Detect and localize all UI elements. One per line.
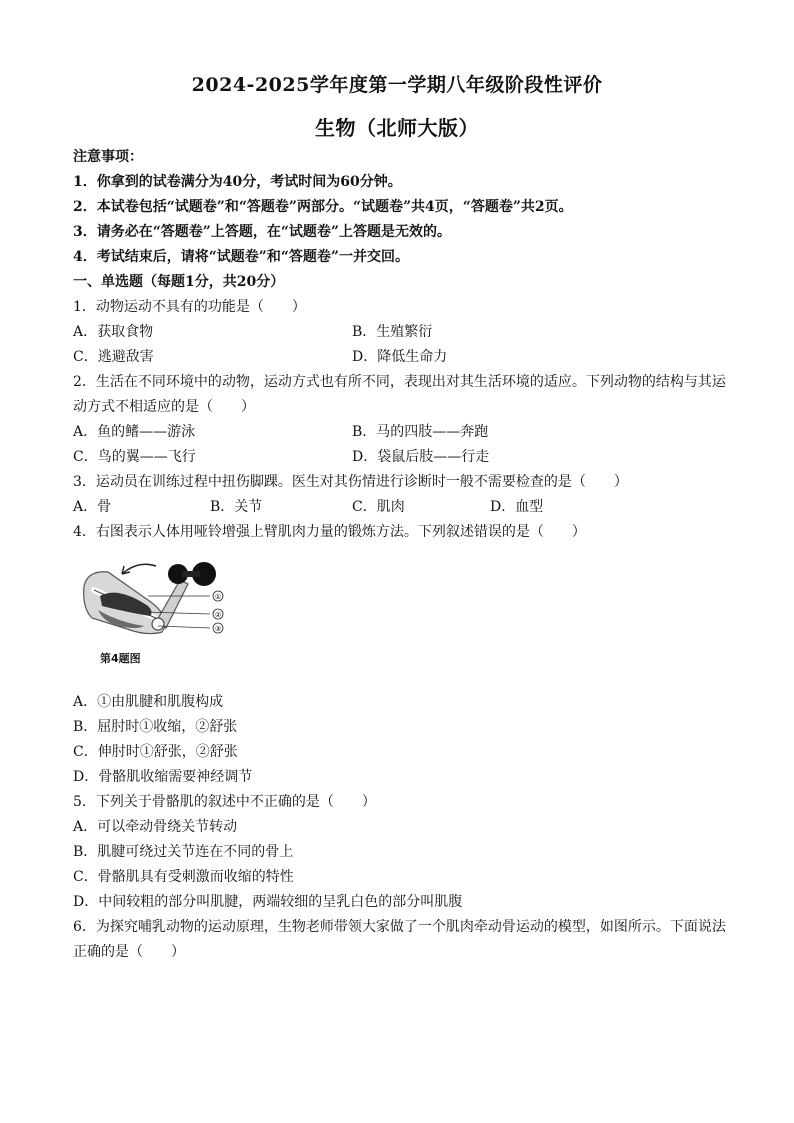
question-stem: 2．生活在不同环境中的动物，运动方式也有所不同，表现出对其生活环境的适应。下列动物的结构与其运 <box>73 374 726 390</box>
note-item: 4．考试结束后，请将“试题卷”和“答题卷”一并交回。 <box>73 249 409 265</box>
option-d: D．血型 <box>490 499 544 515</box>
page-title: 2024-2025学年度第一学期八年级阶段性评价 <box>191 74 603 96</box>
note-item: 1．你拿到的试卷满分为40分，考试时间为60分钟。 <box>73 174 402 190</box>
question-stem: 4．右图表示人体用哑铃增强上臂肌肉力量的锻炼方法。下列叙述错误的是（ ） <box>73 524 586 540</box>
option-b: B．肌腱可绕过关节连在不同的骨上 <box>73 844 294 860</box>
option-a: A．可以牵动骨绕关节转动 <box>73 819 238 835</box>
option-d: D．袋鼠后肢——行走 <box>352 449 490 465</box>
option-a: A．①由肌腱和肌腹构成 <box>73 694 224 710</box>
figure-label-2: ② <box>214 611 222 619</box>
option-b: B．屈肘时①收缩，②舒张 <box>73 719 238 735</box>
option-b: B．马的四肢——奔跑 <box>352 424 489 440</box>
question-stem: 6．为探究哺乳动物的运动原理，生物老师带领大家做了一个肌肉牵动骨运动的模型，如图所示。下面说法 <box>73 919 726 935</box>
option-b: B．生殖繁衍 <box>352 324 433 340</box>
option-b: B．关节 <box>210 499 263 515</box>
question-stem: 3．运动员在训练过程中扭伤脚踝。医生对其伤情进行诊断时一般不需要检查的是（ ） <box>73 474 628 490</box>
option-c: C．肌肉 <box>352 499 405 515</box>
page-subtitle: 生物（北师大版） <box>315 116 479 140</box>
question-stem-cont: 动方式不相适应的是（ ） <box>73 399 255 415</box>
notes-heading: 注意事项： <box>73 149 143 165</box>
option-c: C．骨骼肌具有受刺激而收缩的特性 <box>73 869 294 885</box>
note-item: 3．请务必在“答题卷”上答题，在“试题卷”上答题是无效的。 <box>73 224 451 240</box>
figure-label-1: ① <box>214 593 222 601</box>
option-c: C．伸肘时①舒张，②舒张 <box>73 744 238 760</box>
question-stem: 5．下列关于骨骼肌的叙述中不正确的是（ ） <box>73 794 376 810</box>
note-item: 2．本试卷包括“试题卷”和“答题卷”两部分。“试题卷”共4页，“答题卷”共2页。 <box>73 199 573 215</box>
question-stem-cont: 正确的是（ ） <box>73 944 185 960</box>
figure-caption: 第4题图 <box>100 652 141 665</box>
question-stem: 1．动物运动不具有的功能是（ ） <box>73 299 306 315</box>
option-d: D．骨骼肌收缩需要神经调节 <box>73 769 253 785</box>
option-a: A．骨 <box>73 499 112 515</box>
option-a: A．鱼的鳍——游泳 <box>73 424 196 440</box>
section-title: 一、单选题（每题1分，共20分） <box>73 274 285 290</box>
option-c: C．鸟的翼——飞行 <box>73 449 196 465</box>
option-d: D．降低生命力 <box>352 349 448 365</box>
figure-label-3: ③ <box>214 625 222 633</box>
option-d: D．中间较粗的部分叫肌腱，两端较细的呈乳白色的部分叫肌腹 <box>73 894 463 910</box>
option-a: A．获取食物 <box>73 324 154 340</box>
option-c: C．逃避敌害 <box>73 349 154 365</box>
